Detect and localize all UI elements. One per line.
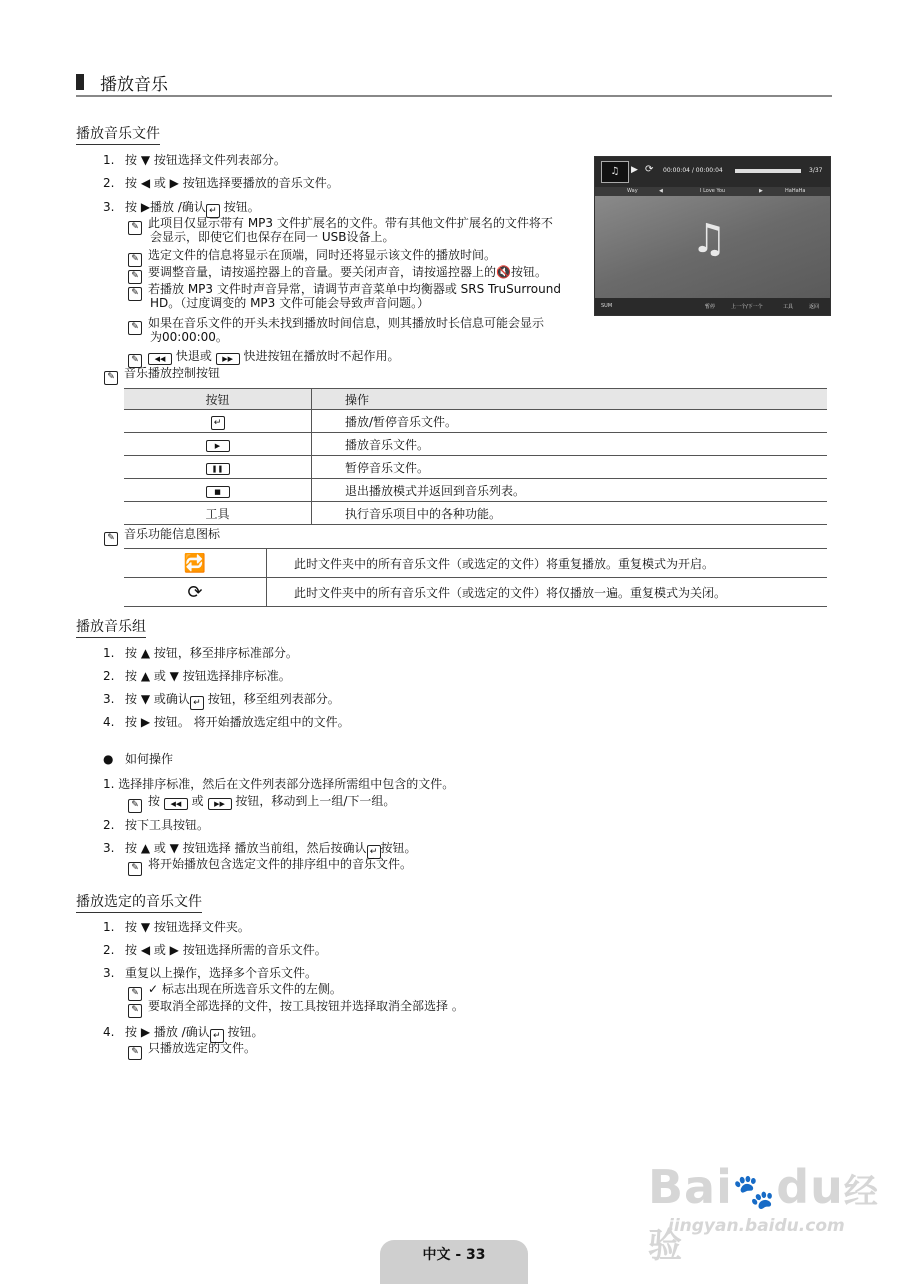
note-icon: ✎ xyxy=(128,862,142,876)
table-row xyxy=(124,549,827,578)
bullet-icon: ● xyxy=(103,752,114,766)
note-3: ✎ 要调整音量，请按遥控器上的音量。要关闭声音，请按遥控器上的🔇按钮。 xyxy=(128,265,547,284)
enter-key-icon: ↵ xyxy=(190,696,204,710)
step-2: 2. 按 ▲ 或 ▼ 按钮选择排序标准。 xyxy=(103,669,291,683)
step-4: 4. 按 ▶ 按钮。 将开始播放选定组中的文件。 xyxy=(103,715,350,729)
note-1: ✎ 此项目仅显示带有 MP3 文件扩展名的文件。带有其他文件扩展名的文件将不 xyxy=(128,216,553,235)
player-hint-bar xyxy=(595,298,830,315)
enter-key-icon: ↵ xyxy=(367,845,381,859)
table-cell: 暂停音乐文件。 xyxy=(312,456,828,479)
control-note: ✎ 音乐播放控制按钮 xyxy=(104,366,220,385)
note-icon: ✎ xyxy=(128,987,142,1001)
enter-key-icon: ↵ xyxy=(210,1029,224,1043)
note-ff: ✎ ◀◀ 快退或 ▶▶ 快进按钮在播放时不起作用。 xyxy=(128,349,400,368)
note-icon: ✎ xyxy=(128,799,142,813)
hint-pause: 暂停 xyxy=(705,304,716,310)
operation-1: 1. 选择排序标准，然后在文件列表部分选择所需组中包含的文件。 xyxy=(103,777,455,791)
table-cell: 此时文件夹中的所有音乐文件（或选定的文件）将仅播放一遍。重复模式为关闭。 xyxy=(267,578,828,607)
step-1: 1. 按 ▼ 按钮选择文件列表部分。 xyxy=(103,153,286,167)
hint-prev-next: 上一个/下一个 xyxy=(731,304,763,310)
step-2: 2. 按 ◀ 或 ▶ 按钮选择要播放的音乐文件。 xyxy=(103,176,339,190)
note-icon: ✎ xyxy=(104,532,118,546)
sum-label: SUM xyxy=(601,303,613,309)
step-4: 4. 按 ▶ 播放 /确认 ↵ 按钮。 xyxy=(103,1025,264,1041)
section-rule xyxy=(76,95,832,97)
note-icon: ✎ xyxy=(128,321,142,335)
enter-key-icon: ↵ xyxy=(206,204,220,218)
watermark-logo: Bai🐾du经验 xyxy=(648,1160,879,1266)
note-icon: ✎ xyxy=(128,270,142,284)
table-header-row xyxy=(124,389,827,410)
note-icon: ✎ xyxy=(128,221,142,235)
how-to-bullet: ● 如何操作 xyxy=(103,752,174,766)
play-state-icon: ▶ xyxy=(631,165,638,175)
section-title: 播放音乐 xyxy=(100,75,168,95)
album-art-icon: ♫ xyxy=(601,161,629,183)
repeat-on-icon: 🔁 xyxy=(124,549,267,578)
subsection-title-play-group: 播放音乐组 xyxy=(76,616,146,638)
pause-key-icon: ❚❚ xyxy=(206,463,230,475)
column-header-action: 操作 xyxy=(312,389,828,410)
note-icon: ✎ xyxy=(128,1004,142,1018)
operation-3-note: ✎ 将开始播放包含选定文件的排序组中的音乐文件。 xyxy=(128,857,412,876)
rewind-key-icon: ◀◀ xyxy=(148,353,172,365)
note-icon: ✎ xyxy=(128,287,142,301)
hint-return: 返回 xyxy=(809,304,820,310)
track-strip xyxy=(595,187,830,196)
note-4: ✎ 若播放 MP3 文件时声音异常，请调节声音菜单中均衡器或 SRS TruSurround xyxy=(128,282,561,301)
section-marker xyxy=(76,74,84,90)
page-number: 中文 - 33 xyxy=(380,1240,528,1284)
table-row xyxy=(124,502,827,525)
icon-table xyxy=(124,548,827,607)
stop-key-icon: ■ xyxy=(206,486,230,498)
step-3-note-1: ✎ ✓ 标志出现在所选音乐文件的左侧。 xyxy=(128,982,342,1001)
note-2: ✎ 选定文件的信息将显示在顶端，同时还将显示该文件的播放时间。 xyxy=(128,248,496,267)
subsection-title-play-selected: 播放选定的音乐文件 xyxy=(76,891,202,913)
next-track-title: HaHaHa xyxy=(785,188,806,194)
table-cell: 执行音乐项目中的各种功能。 xyxy=(312,502,828,525)
note-icon: ✎ xyxy=(128,253,142,267)
prev-arrow-icon: ◀ xyxy=(659,188,663,194)
table-cell: 播放音乐文件。 xyxy=(312,433,828,456)
step-4-note: ✎ 只播放选定的文件。 xyxy=(128,1041,256,1060)
operation-1-note: ✎ 按 ◀◀ 或 ▶▶ 按钮，移动到上一组/下一组。 xyxy=(128,794,395,813)
fast-forward-key-icon: ▶▶ xyxy=(216,353,240,365)
player-body xyxy=(595,196,830,298)
rewind-key-icon: ◀◀ xyxy=(164,798,188,810)
table-row xyxy=(124,479,827,502)
table-row xyxy=(124,410,827,433)
repeat-off-icon: ⟳ xyxy=(124,578,267,607)
note-icon: ✎ xyxy=(128,354,142,368)
icon-note: ✎ 音乐功能信息图标 xyxy=(104,527,220,546)
step-1: 1. 按 ▲ 按钮，移至排序标准部分。 xyxy=(103,646,298,660)
tools-label: 工具 xyxy=(124,502,312,525)
note-1-cont: 会显示，即使它们也保存在同一 USB设备上。 xyxy=(150,230,395,244)
track-count: 3/37 xyxy=(809,167,823,174)
fast-forward-key-icon: ▶▶ xyxy=(208,798,232,810)
play-key-icon: ▶ xyxy=(206,440,230,452)
step-2: 2. 按 ◀ 或 ▶ 按钮选择所需的音乐文件。 xyxy=(103,943,327,957)
prev-track-title: Way xyxy=(627,188,638,194)
table-cell: 此时文件夹中的所有音乐文件（或选定的文件）将重复播放。重复模式为开启。 xyxy=(267,549,828,578)
subsection-title-play-music: 播放音乐文件 xyxy=(76,123,160,145)
operation-3: 3. 按 ▲ 或 ▼ 按钮选择 播放当前组，然后按确认 ↵ 按钮。 xyxy=(103,841,417,857)
watermark-url: jingyan.baidu.com xyxy=(668,1216,845,1236)
operation-2: 2. 按下工具按钮。 xyxy=(103,818,210,832)
repeat-icon: ⟳ xyxy=(645,164,654,175)
table-row xyxy=(124,456,827,479)
step-1: 1. 按 ▼ 按钮选择文件夹。 xyxy=(103,920,250,934)
table-row xyxy=(124,433,827,456)
paw-icon: 🐾 xyxy=(732,1172,777,1212)
step-3-note-2: ✎ 要取消全部选择的文件，按工具按钮并选择取消全部选择 。 xyxy=(128,999,464,1018)
note-icon: ✎ xyxy=(128,1046,142,1060)
music-player-screenshot xyxy=(594,156,831,316)
column-header-button: 按钮 xyxy=(124,389,312,410)
note-5: ✎ 如果在音乐文件的开头未找到播放时间信息，则其播放时长信息可能会显示 xyxy=(128,316,544,335)
note-icon: ✎ xyxy=(104,371,118,385)
table-row xyxy=(124,578,827,607)
progress-fill xyxy=(735,169,801,173)
step-3: 3. 按 ▶播放 /确认 ↵ 按钮。 xyxy=(103,200,260,216)
current-track-title: I Love You xyxy=(700,188,726,194)
note-5-cont: 为00:00:00。 xyxy=(150,330,228,344)
music-note-icon: ♫ xyxy=(691,216,727,262)
progress-bar xyxy=(735,169,801,173)
control-table xyxy=(124,388,827,525)
step-3: 3. 重复以上操作，选择多个音乐文件。 xyxy=(103,966,318,980)
table-cell: 退出播放模式并返回到音乐列表。 xyxy=(312,479,828,502)
step-3: 3. 按 ▼ 或确认 ↵ 按钮，移至组列表部分。 xyxy=(103,692,340,708)
note-4-cont: HD。（过度调变的 MP3 文件可能会导致声音问题。） xyxy=(150,296,430,310)
enter-key-icon: ↵ xyxy=(211,416,225,430)
next-arrow-icon: ▶ xyxy=(759,188,763,194)
table-cell: 播放/暂停音乐文件。 xyxy=(312,410,828,433)
hint-tools: 工具 xyxy=(783,304,794,310)
play-time: 00:00:04 / 00:00:04 xyxy=(663,167,723,174)
